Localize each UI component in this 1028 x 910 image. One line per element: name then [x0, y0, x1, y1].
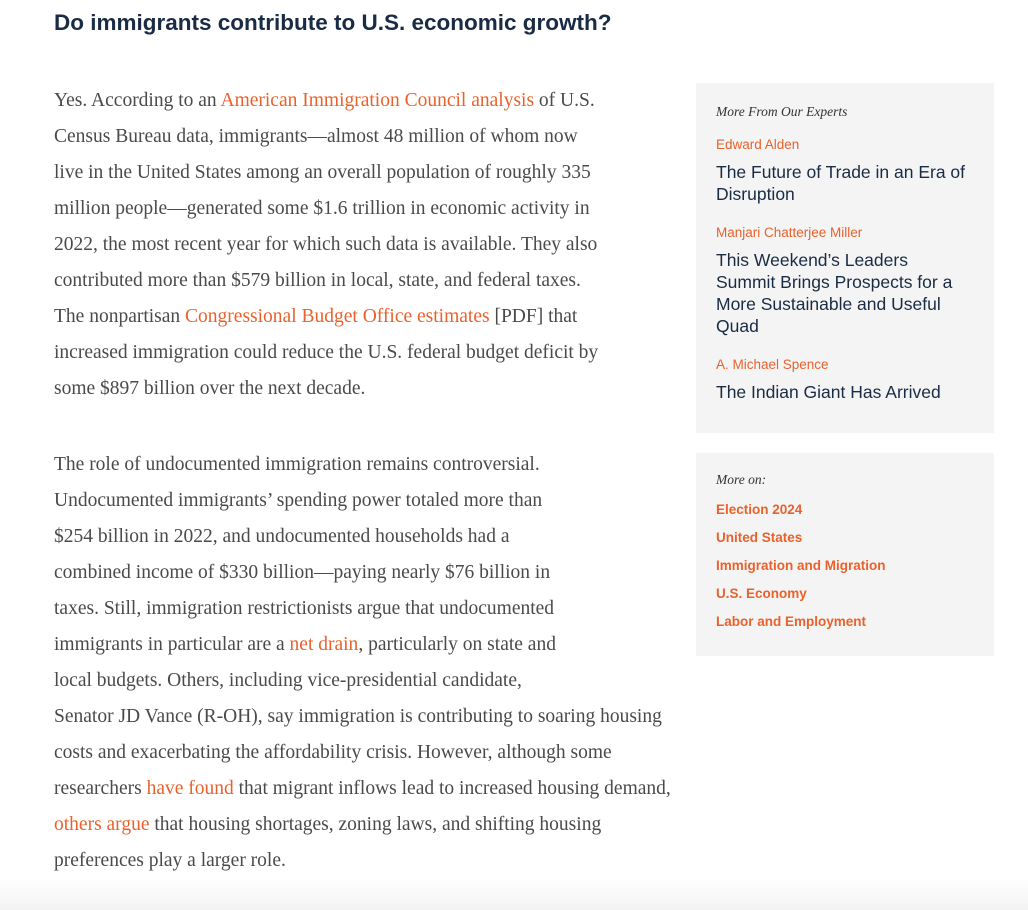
paragraph-line: researchers have found that migrant inflows lead to increased housing demand,: [54, 778, 671, 799]
topics-box-title: More on:: [716, 472, 767, 487]
paragraph-line: live in the United States among an overall population of roughly 335: [54, 162, 591, 183]
topic-link-us-economy[interactable]: U.S. Economy: [716, 586, 807, 601]
paragraph-line: The nonpartisan Congressional Budget Office estimates [PDF] that: [54, 306, 578, 327]
topic-link-immigration-and-migration[interactable]: Immigration and Migration: [716, 558, 886, 573]
paragraph-line: $254 billion in 2022, and undocumented households had a: [54, 526, 510, 547]
article-paragraph-1: [54, 83, 679, 407]
paragraph-line: Yes. According to an American Immigration Council analysis of U.S.: [54, 90, 595, 111]
expert-item: [716, 357, 974, 403]
paragraph-line: others argue that housing shortages, zoning laws, and shifting housing: [54, 814, 602, 835]
expert-article-link[interactable]: The Indian Giant Has Arrived: [716, 382, 941, 402]
bottom-fade: [0, 878, 1028, 910]
cbo-estimates-link[interactable]: Congressional Budget Office estimates: [185, 306, 490, 327]
expert-name[interactable]: Edward Alden: [716, 137, 800, 152]
paragraph-line: Senator JD Vance (R-OH), say immigration is contributing to soaring housing: [54, 706, 662, 727]
experts-box-title: More From Our Experts: [716, 104, 848, 119]
paragraph-line: immigrants in particular are a net drain, particularly on state and: [54, 634, 556, 655]
article-heading: Do immigrants contribute to U.S. economic growth?: [54, 10, 612, 35]
paragraph-line: local budgets. Others, including vice-presidential candidate,: [54, 670, 522, 691]
topic-link-election-2024[interactable]: Election 2024: [716, 502, 803, 517]
paragraph-line: Undocumented immigrants’ spending power totaled more than: [54, 490, 543, 511]
expert-item: [716, 225, 974, 337]
net-drain-link[interactable]: net drain: [289, 634, 359, 655]
expert-name[interactable]: A. Michael Spence: [716, 357, 829, 372]
paragraph-line: Census Bureau data, immigrants—almost 48 million of whom now: [54, 126, 578, 147]
article-paragraph-2: [54, 447, 769, 879]
expert-article-link[interactable]: The Future of Trade in an Era of Disruption: [716, 162, 966, 204]
american-immigration-council-link[interactable]: American Immigration Council analysis: [220, 90, 535, 111]
have-found-link[interactable]: have found: [146, 778, 234, 799]
topic-link-labor-and-employment[interactable]: Labor and Employment: [716, 614, 867, 629]
expert-article-link[interactable]: This Weekend’s Leaders Summit Brings Prospects for a More Sustainable and Useful Quad: [716, 250, 953, 336]
paragraph-line: increased immigration could reduce the U.S. federal budget deficit by: [54, 342, 599, 363]
more-from-experts-box: [696, 83, 994, 433]
others-argue-link[interactable]: others argue: [54, 814, 150, 835]
paragraph-line: 2022, the most recent year for which such data is available. They also: [54, 234, 598, 255]
paragraph-line: costs and exacerbating the affordability crisis. However, although some: [54, 742, 612, 763]
paragraph-line: preferences play a larger role.: [54, 850, 286, 871]
paragraph-line: The role of undocumented immigration remains controversial.: [54, 454, 540, 475]
paragraph-line: contributed more than $579 billion in local, state, and federal taxes.: [54, 270, 581, 291]
expert-item: [716, 137, 974, 205]
expert-name[interactable]: Manjari Chatterjee Miller: [716, 225, 863, 240]
paragraph-line: some $897 billion over the next decade.: [54, 378, 366, 399]
paragraph-line: combined income of $330 billion—paying nearly $76 billion in: [54, 562, 551, 583]
more-on-topics-box: [696, 453, 994, 656]
paragraph-line: taxes. Still, immigration restrictionists argue that undocumented: [54, 598, 555, 619]
topic-link-united-states[interactable]: United States: [716, 530, 803, 545]
paragraph-line: million people—generated some $1.6 trillion in economic activity in: [54, 198, 590, 219]
